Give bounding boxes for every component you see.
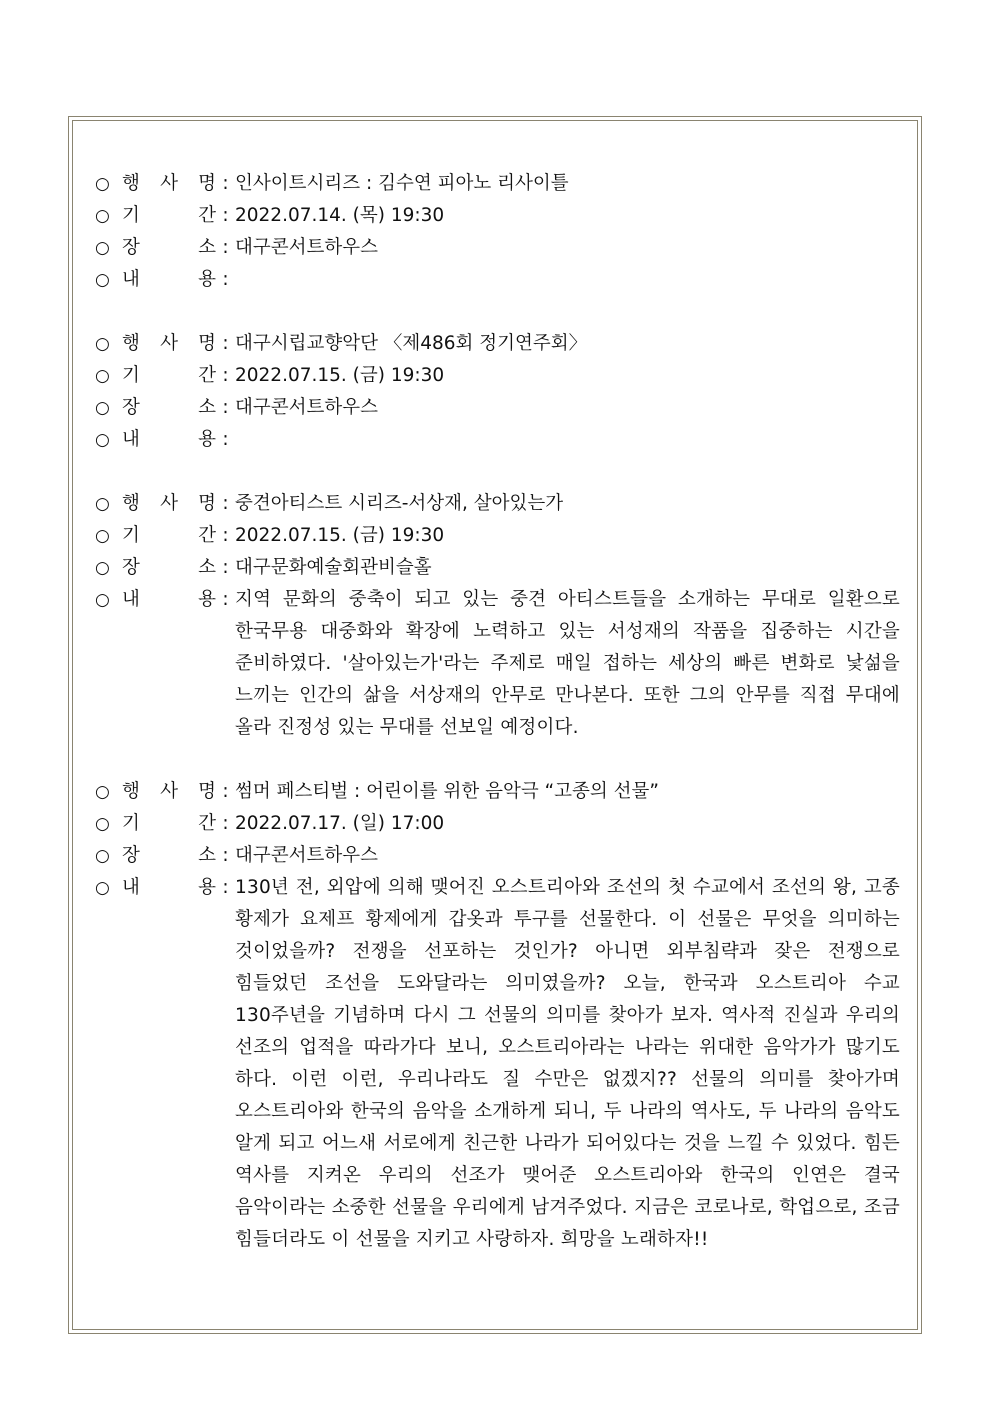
field-label-char: 간 xyxy=(198,813,216,834)
field-label-char: 내 xyxy=(122,269,140,290)
field-colon: : xyxy=(222,205,229,226)
circle-bullet-icon: ○ xyxy=(95,238,110,258)
event-name-row xyxy=(95,776,900,808)
event-period-row xyxy=(95,360,900,392)
field-colon: : xyxy=(222,429,229,450)
field-label-content xyxy=(122,424,216,456)
field-label-char: 소 xyxy=(198,557,216,578)
field-label-char: 내 xyxy=(122,429,140,450)
field-label-char: 기 xyxy=(122,205,140,226)
event-place-row xyxy=(95,232,900,264)
circle-bullet-icon: ○ xyxy=(95,334,110,354)
event-block xyxy=(95,776,900,1256)
field-label-name xyxy=(122,168,216,200)
field-label-char: 명 xyxy=(198,333,216,354)
field-label-char: 명 xyxy=(198,173,216,194)
field-label-char: 소 xyxy=(198,845,216,866)
event-content-row xyxy=(95,264,900,296)
field-colon: : xyxy=(222,269,229,290)
event-content-row xyxy=(95,872,900,1256)
field-label-place xyxy=(122,392,216,424)
field-label-char: 장 xyxy=(122,557,140,578)
field-label-char: 간 xyxy=(198,205,216,226)
field-label-char: 용 xyxy=(198,269,216,290)
event-period-value: 2022.07.14. (목) 19:30 xyxy=(235,205,445,226)
field-label-char: 간 xyxy=(198,365,216,386)
field-colon: : xyxy=(222,813,229,834)
field-label-char: 행 xyxy=(122,493,140,514)
field-colon: : xyxy=(222,589,229,610)
field-label-char: 행 xyxy=(122,173,140,194)
field-colon: : xyxy=(222,877,229,898)
field-label-char: 장 xyxy=(122,845,140,866)
event-period-value: 2022.07.15. (금) 19:30 xyxy=(235,365,445,386)
event-content-row xyxy=(95,584,900,744)
field-label-place xyxy=(122,232,216,264)
field-colon: : xyxy=(222,845,229,866)
circle-bullet-icon: ○ xyxy=(95,526,110,546)
event-block xyxy=(95,488,900,744)
event-list xyxy=(95,168,900,1288)
event-content-row xyxy=(95,424,900,456)
field-label-char: 행 xyxy=(122,333,140,354)
event-period-row xyxy=(95,200,900,232)
field-label-name xyxy=(122,488,216,520)
field-label-char: 내 xyxy=(122,589,140,610)
circle-bullet-icon: ○ xyxy=(95,814,110,834)
field-label-char: 용 xyxy=(198,429,216,450)
field-label-content xyxy=(122,872,216,904)
field-label-place xyxy=(122,840,216,872)
circle-bullet-icon: ○ xyxy=(95,846,110,866)
field-label-period xyxy=(122,520,216,552)
event-content-value: 130년 전, 외압에 의해 맺어진 오스트리아와 조선의 첫 수교에서 조선의 왕, 고종 황제가 요제프 황제에게 갑옷과 투구를 선물한다. 이 선물은 무엇을 의미하는 것이었을까? 전쟁을 선포하는 것인가? 아니면 외부침략과 잦은 전쟁으로 힘들었던 조선을 도와달라는 의미였을까? 오늘, 한국과 오스트리아 수교 130주년을 기념하며 다시 그 선물의 의미를 찾아가 보자. 역사적 진실과 우리의 선조의 업적을 따라가다 보니, 오스트리아라는 나라는 위대한 음악가가 많기도 하다. 이런 이런, 우리나라도 질 수만은 없겠지?? 선물의 의미를 찾아가며 오스트리아와 한국의 음악을 소개하게 되니, 두 나라의 역사도, 두 나라의 음악도 알게 되고 어느새 서로에게 친근한 나라가 되어있다는 것을 느낄 수 있었다. 힘든 역사를 지켜온 우리의 선조가 맺어준 오스트리아와 한국의 인연은 결국 음악이라는 소중한 선물을 우리에게 남겨주었다. 지금은 코로나로, 학업으로, 조금 힘들더라도 이 선물을 지키고 사랑하자. 희망을 노래하자!! xyxy=(235,877,900,1250)
field-label-char: 장 xyxy=(122,237,140,258)
circle-bullet-icon: ○ xyxy=(95,782,110,802)
field-colon: : xyxy=(222,173,229,194)
field-label-char: 소 xyxy=(198,237,216,258)
event-period-value: 2022.07.15. (금) 19:30 xyxy=(235,525,445,546)
circle-bullet-icon: ○ xyxy=(95,558,110,578)
event-name-value: 대구시립교향악단 〈제486회 정기연주회〉 xyxy=(235,333,588,354)
field-label-char: 기 xyxy=(122,525,140,546)
circle-bullet-icon: ○ xyxy=(95,878,110,898)
event-name-value: 썸머 페스티벌 : 어린이를 위한 음악극 “고종의 선물” xyxy=(235,781,659,802)
event-period-value: 2022.07.17. (일) 17:00 xyxy=(235,813,445,834)
field-label-content xyxy=(122,584,216,616)
event-block xyxy=(95,328,900,456)
field-colon: : xyxy=(222,525,229,546)
field-colon: : xyxy=(222,397,229,418)
field-label-period xyxy=(122,808,216,840)
field-label-char: 용 xyxy=(198,877,216,898)
circle-bullet-icon: ○ xyxy=(95,398,110,418)
field-label-char: 명 xyxy=(198,493,216,514)
field-label-char: 용 xyxy=(198,589,216,610)
event-name-value: 중견아티스트 시리즈-서상재, 살아있는가 xyxy=(235,493,564,514)
event-name-value: 인사이트시리즈 : 김수연 피아노 리사이틀 xyxy=(235,173,569,194)
field-label-char: 기 xyxy=(122,813,140,834)
field-label-period xyxy=(122,200,216,232)
field-colon: : xyxy=(222,333,229,354)
field-label-char: 행 xyxy=(122,781,140,802)
field-label-char: 사 xyxy=(160,493,178,514)
field-label-char: 사 xyxy=(160,781,178,802)
event-place-value: 대구콘서트하우스 xyxy=(235,397,378,418)
field-label-char: 사 xyxy=(160,173,178,194)
event-place-row xyxy=(95,840,900,872)
event-name-row xyxy=(95,488,900,520)
field-label-place xyxy=(122,552,216,584)
event-place-value: 대구문화예술회관비슬홀 xyxy=(235,557,432,578)
field-label-period xyxy=(122,360,216,392)
event-period-row xyxy=(95,520,900,552)
field-colon: : xyxy=(222,365,229,386)
event-content-value: 지역 문화의 중축이 되고 있는 중견 아티스트들을 소개하는 무대로 일환으로 한국무용 대중화와 확장에 노력하고 있는 서성재의 작품을 집중하는 시간을 준비하였다. '살아있는가'라는 주제로 매일 접하는 세상의 빠른 변화로 낯섦을 느끼는 인간의 삶을 서상재의 안무로 만나본다. 또한 그의 안무를 직접 무대에 올라 진정성 있는 무대를 선보일 예정이다. xyxy=(235,589,900,738)
field-label-char: 명 xyxy=(198,781,216,802)
field-label-name xyxy=(122,328,216,360)
circle-bullet-icon: ○ xyxy=(95,174,110,194)
field-label-char: 사 xyxy=(160,333,178,354)
circle-bullet-icon: ○ xyxy=(95,270,110,290)
field-colon: : xyxy=(222,557,229,578)
field-label-content xyxy=(122,264,216,296)
field-label-char: 장 xyxy=(122,397,140,418)
field-label-char: 소 xyxy=(198,397,216,418)
field-label-char: 기 xyxy=(122,365,140,386)
event-place-value: 대구콘서트하우스 xyxy=(235,845,378,866)
circle-bullet-icon: ○ xyxy=(95,590,110,610)
event-block xyxy=(95,168,900,296)
event-name-row xyxy=(95,328,900,360)
field-colon: : xyxy=(222,781,229,802)
circle-bullet-icon: ○ xyxy=(95,430,110,450)
circle-bullet-icon: ○ xyxy=(95,494,110,514)
field-label-char: 내 xyxy=(122,877,140,898)
event-place-row xyxy=(95,392,900,424)
event-period-row xyxy=(95,808,900,840)
event-place-value: 대구콘서트하우스 xyxy=(235,237,378,258)
event-place-row xyxy=(95,552,900,584)
circle-bullet-icon: ○ xyxy=(95,366,110,386)
field-colon: : xyxy=(222,237,229,258)
field-colon: : xyxy=(222,493,229,514)
field-label-name xyxy=(122,776,216,808)
field-label-char: 간 xyxy=(198,525,216,546)
circle-bullet-icon: ○ xyxy=(95,206,110,226)
event-name-row xyxy=(95,168,900,200)
